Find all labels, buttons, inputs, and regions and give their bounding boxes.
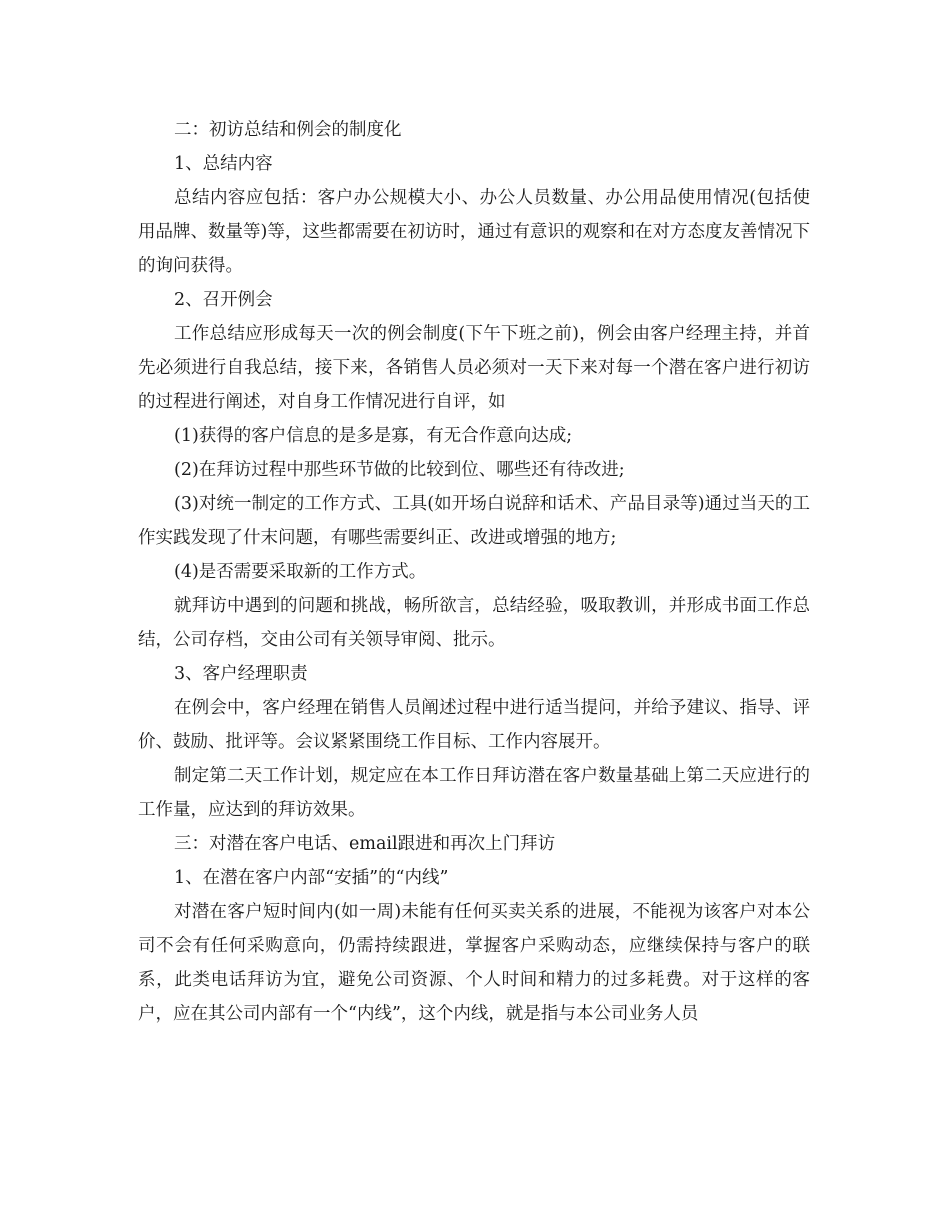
list-item-2: (2)在拜访过程中那些环节做的比较到位、哪些还有待改进; — [174, 460, 625, 480]
paragraph-next-day-plan: 制定第二天工作计划，规定应在本工作日拜访潜在客户数量基础上第二天应进行的工作量，应达到的拜访效果。 — [138, 766, 810, 820]
paragraph-follow-up: 对潜在客户短时间内(如一周)未能有任何买卖关系的进展，不能视为该客户对本公司不会有任何采购意向，仍需持续跟进，掌握客户采购动态，应继续保持与客户的联系，此类电话拜访为宜，避免公司资源、个人时间和精力的过多耗费。对于这样的客户，应在其公司内部有一个“内线”，这个内线，就是指与本公司业务人员 — [138, 902, 810, 1024]
list-item-4: (4)是否需要采取新的工作方式。 — [174, 562, 427, 582]
paragraph-summary-content: 总结内容应包括：客户办公规模大小、办公人员数量、办公用品使用情况(包括使用品牌、数量等)等，这些都需要在初访时，通过有意识的观察和在对方态度友善情况下的询问获得。 — [138, 188, 810, 276]
section-heading-2: 二：初访总结和例会的制度化 — [174, 120, 402, 140]
subheading-manager-duties: 3、客户经理职责 — [174, 664, 308, 684]
paragraph-manager-role: 在例会中，客户经理在销售人员阐述过程中进行适当提问，并给予建议、指导、评价、鼓励、批评等。会议紧紧围绕工作目标、工作内容展开。 — [138, 698, 810, 752]
paragraph-challenges: 就拜访中遇到的问题和挑战，畅所欲言，总结经验，吸取教训，并形成书面工作总结，公司存档，交由公司有关领导审阅、批示。 — [138, 596, 810, 650]
document-body — [138, 113, 810, 1031]
list-item-3: (3)对统一制定的工作方式、工具(如开场白说辞和话术、产品目录等)通过当天的工作实践发现了什末问题，有哪些需要纠正、改进或增强的地方; — [138, 494, 810, 548]
subheading-insider: 1、在潜在客户内部“安插”的“内线” — [174, 868, 449, 888]
section-heading-3: 三：对潜在客户电话、email跟进和再次上门拜访 — [174, 834, 556, 854]
list-item-1: (1)获得的客户信息的是多是寡，有无合作意向达成; — [174, 426, 573, 446]
subheading-summary-content: 1、总结内容 — [174, 154, 273, 174]
subheading-hold-meeting: 2、召开例会 — [174, 290, 273, 310]
paragraph-meeting-system: 工作总结应形成每天一次的例会制度(下午下班之前)，例会由客户经理主持，并首先必须进行自我总结，接下来，各销售人员必须对一天下来对每一个潜在客户进行初访的过程进行阐述，对自身工作情况进行自评，如 — [138, 324, 810, 412]
